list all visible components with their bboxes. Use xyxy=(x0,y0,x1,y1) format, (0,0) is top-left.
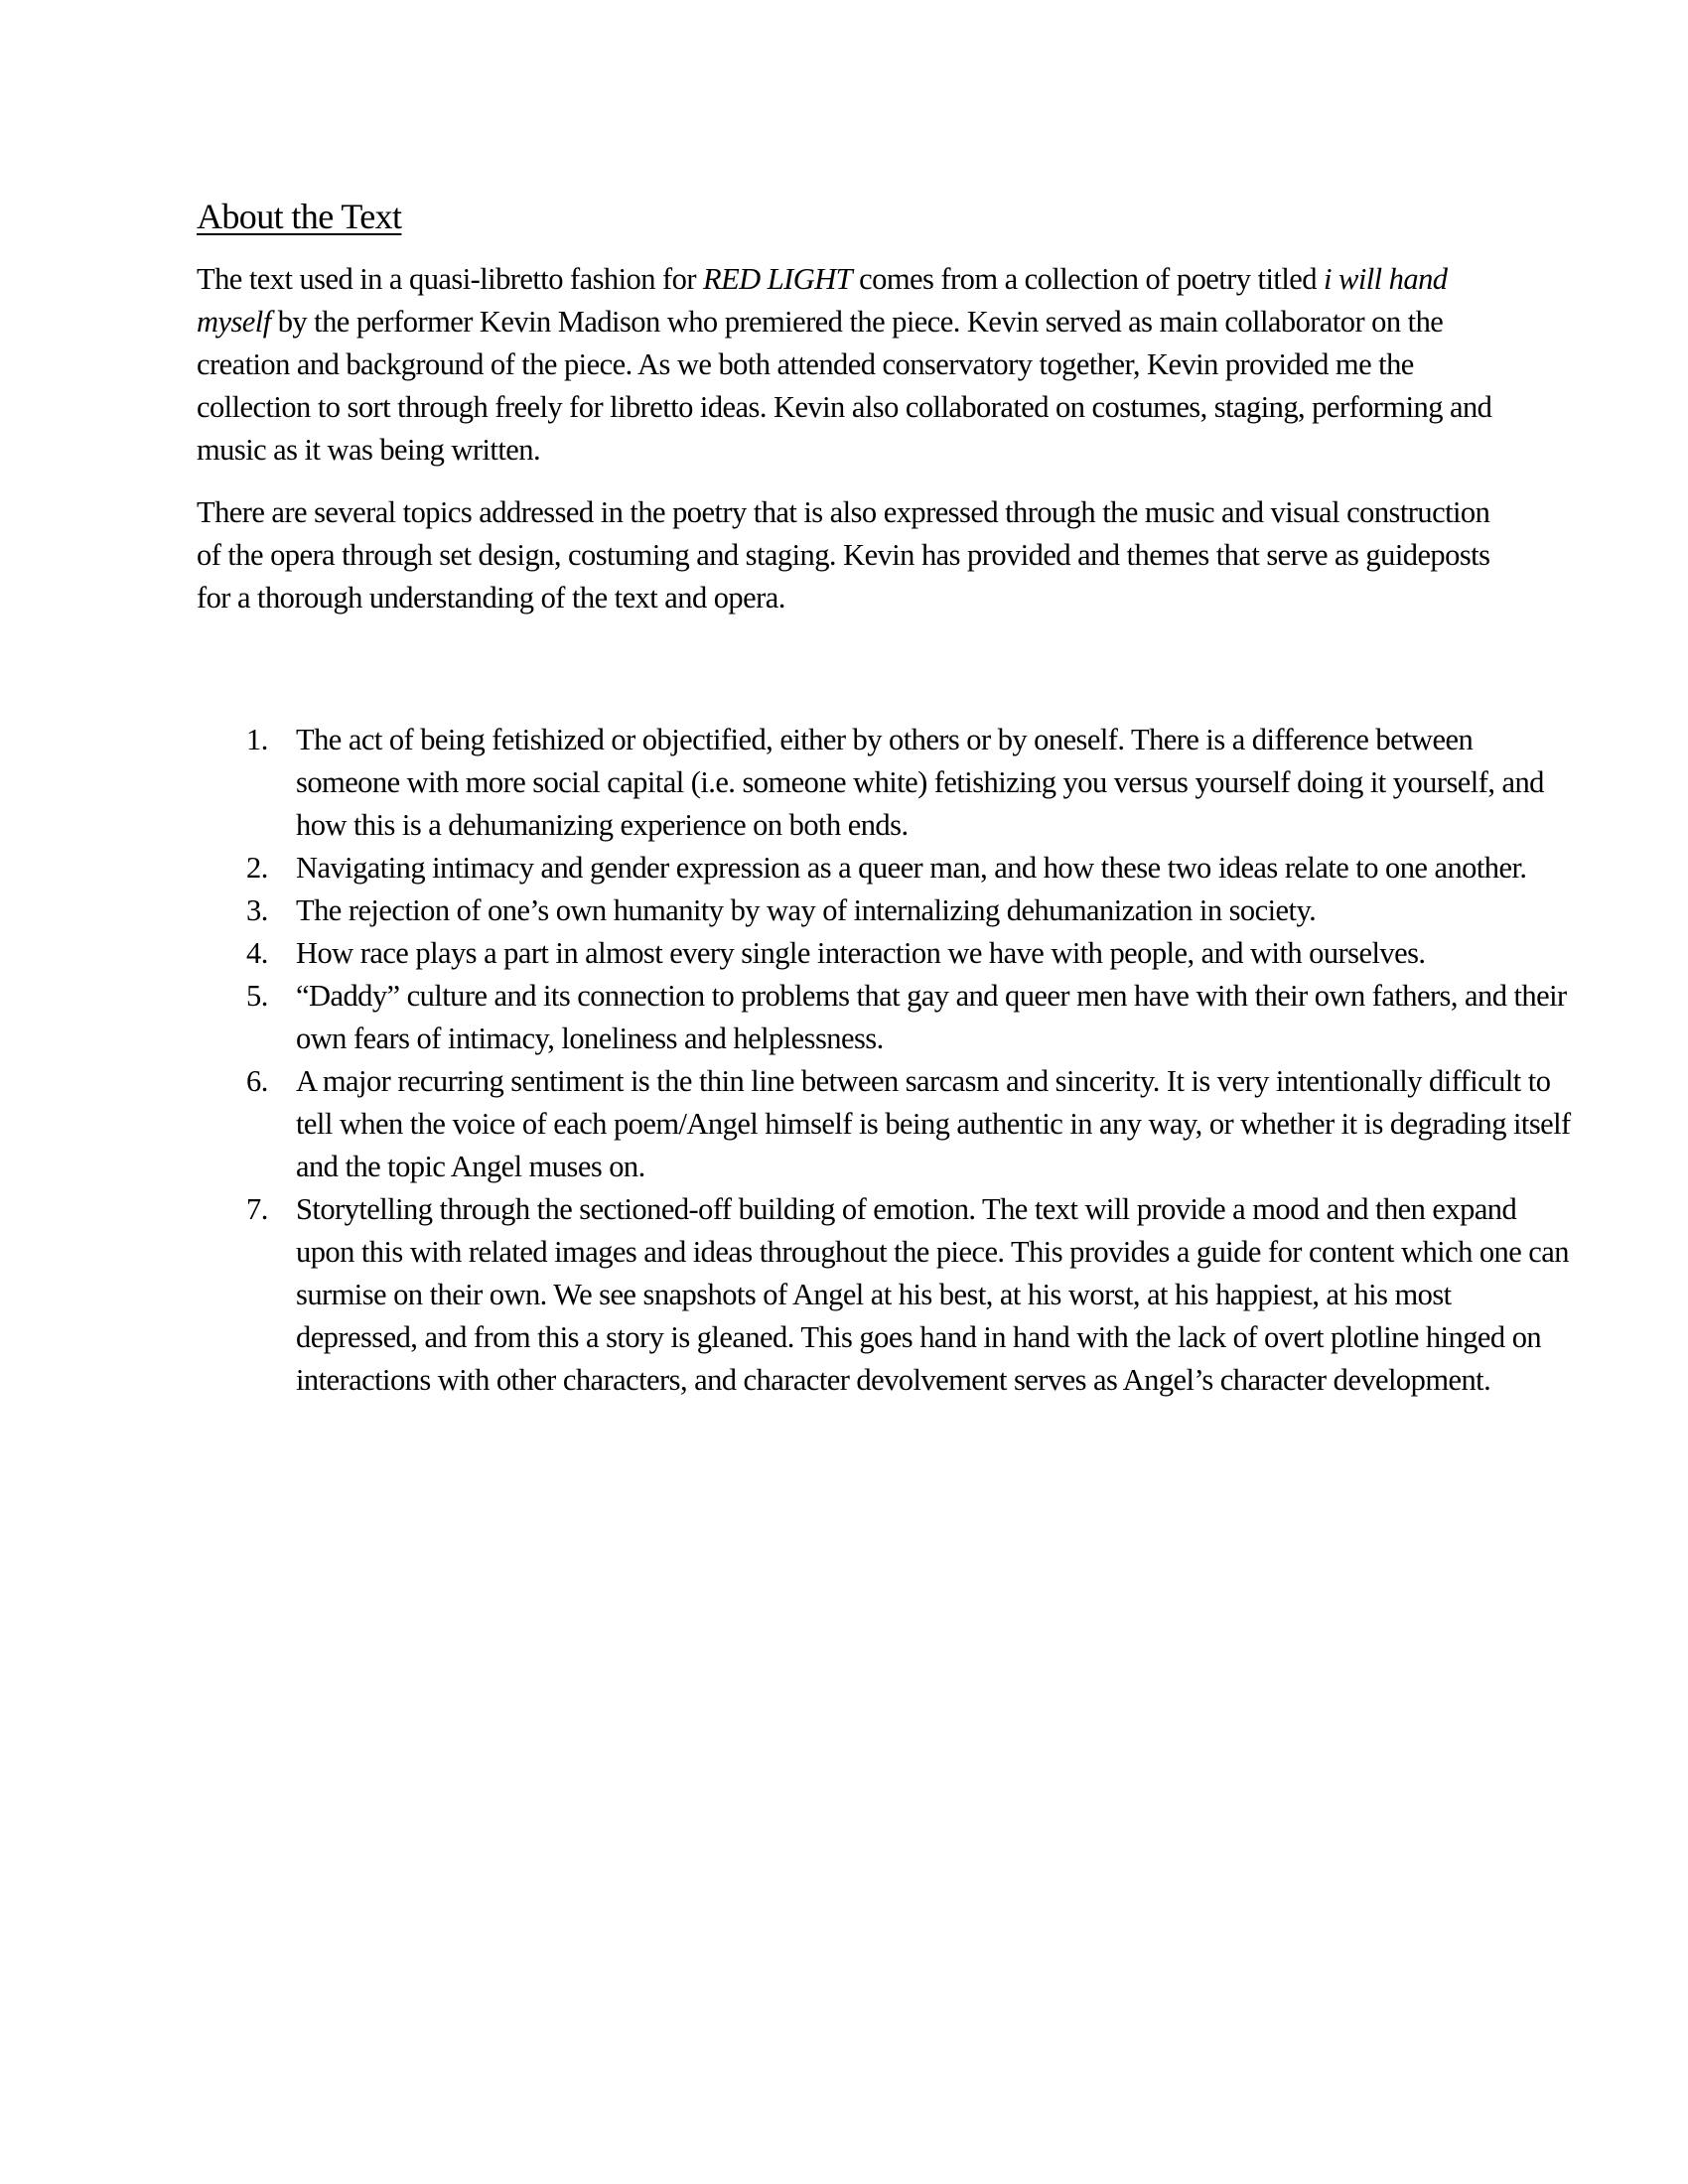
list-item-text: “Daddy” culture and its connection to problems that gay and queer men have with their own fathers, and their own fears of intimacy, loneliness and helplessness. xyxy=(296,979,1567,1055)
intro-text-part2: comes from a collection of poetry titled xyxy=(852,262,1325,296)
list-item-text: A major recurring sentiment is the thin line between sarcasm and sincerity. It is very intentionally difficult to tell when the voice of each poem/Angel himself is being authentic in any way, or whether it is degrading itself and the topic Angel muses on. xyxy=(296,1064,1571,1183)
list-item xyxy=(197,889,1686,932)
list-item-number: 6. xyxy=(246,1064,268,1098)
list-item-number: 4. xyxy=(246,936,268,970)
list-item xyxy=(197,932,1686,975)
collection-title: i will hand myself xyxy=(197,262,1448,339)
list-item-number: 7. xyxy=(246,1192,268,1226)
list-item-number: 2. xyxy=(246,851,268,885)
intro-paragraph xyxy=(197,258,1497,472)
list-item-text: Navigating intimacy and gender expression as a queer man, and how these two ideas relate to one another. xyxy=(296,851,1527,885)
section-heading: About the Text xyxy=(197,197,402,236)
list-item xyxy=(197,1060,1686,1188)
intro-text-part3: by the performer Kevin Madison who premiered the piece. Kevin served as main collaborator on the creation and background of the piece. As we both attended conservatory together, Kevin provided me the collection to sort through freely for libretto ideas. Kevin also collaborated on costumes, staging, performing and music as it was being written. xyxy=(197,305,1492,467)
list-item-text: The act of being fetishized or objectified, either by others or by oneself. There is a difference between someone with more social capital (i.e. someone white) fetishizing you versus yourself doing it yourself, and how this is a dehumanizing experience on both ends. xyxy=(296,723,1544,842)
intro-text-part1: The text used in a quasi-libretto fashion for xyxy=(197,262,703,296)
opera-title: RED LIGHT xyxy=(703,262,853,296)
list-item-text: How race plays a part in almost every single interaction we have with people, and with ourselves. xyxy=(296,936,1426,970)
themes-list xyxy=(197,719,1571,1402)
topics-paragraph: There are several topics addressed in the poetry that is also expressed through the music and visual construction of the opera through set design, costuming and staging. Kevin has provided and themes that serve as guideposts for a thorough understanding of the text and opera. xyxy=(197,495,1490,614)
list-item-number: 5. xyxy=(246,979,268,1013)
document-page xyxy=(197,195,1571,1402)
list-item xyxy=(197,1188,1686,1402)
list-item-number: 1. xyxy=(246,723,268,756)
list-item xyxy=(197,719,1686,847)
list-item-text: Storytelling through the sectioned-off building of emotion. The text will provide a mood and then expand upon this with related images and ideas throughout the piece. This provides a guide for content which one can surmise on their own. We see snapshots of Angel at his best, at his worst, at his happiest, at his most depressed, and from this a story is gleaned. This goes hand in hand with the lack of overt plotline hinged on interactions with other characters, and character devolvement serves as Angel’s character development. xyxy=(296,1192,1569,1397)
list-item xyxy=(197,975,1686,1060)
list-item-number: 3. xyxy=(246,893,268,927)
list-item-text: The rejection of one’s own humanity by way of internalizing dehumanization in society. xyxy=(296,893,1317,927)
list-item xyxy=(197,847,1686,889)
